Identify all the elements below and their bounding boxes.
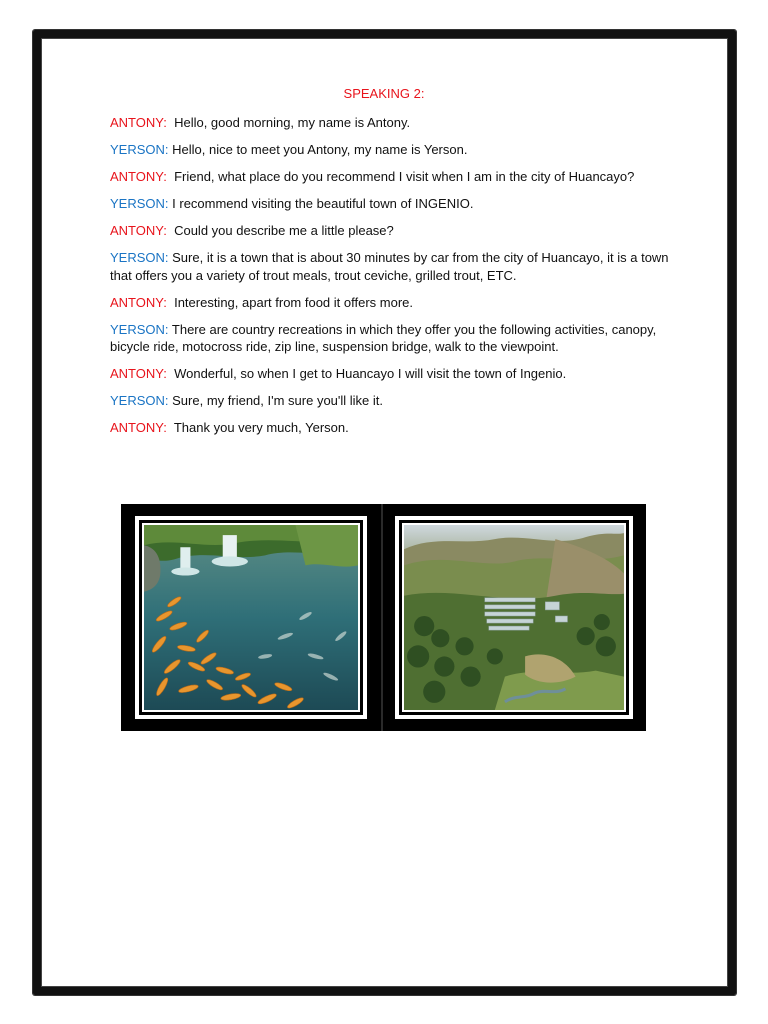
photo-gallery xyxy=(121,504,646,731)
speaker-name: ANTONY: xyxy=(110,366,167,381)
dialogue-line xyxy=(110,419,670,437)
dialogue-text: Interesting, apart from food it offers more. xyxy=(174,294,414,310)
speaker-name: ANTONY: xyxy=(110,169,167,184)
speaker-name: YERSON: xyxy=(110,250,169,265)
page-title: SPEAKING 2: xyxy=(343,86,425,101)
dialogue-text: Wonderful, so when I get to Huancayo I will visit the town of Ingenio. xyxy=(174,366,567,381)
dialogue-text: Hello, nice to meet you Antony, my name is Yerson. xyxy=(172,142,468,157)
speaker-name: ANTONY: xyxy=(110,115,167,130)
dialogue-line xyxy=(110,222,670,240)
dialogue-text: Sure, my friend, I'm sure you'll like it. xyxy=(172,393,384,408)
dialogue-line xyxy=(110,249,670,284)
speaker-name: YERSON: xyxy=(110,142,169,157)
dialogue-line xyxy=(110,321,670,356)
dialogue-text: Sure, it is a town that is about 30 minutes by car from the city of Huancayo, it is a town that offers you a variety of trout meals, trout ceviche, grilled trout, ETC. xyxy=(110,250,669,283)
dialogue-line xyxy=(110,114,670,132)
speaker-name: YERSON: xyxy=(110,321,169,337)
dialogue xyxy=(110,114,670,446)
speaker-name: ANTONY: xyxy=(110,420,167,435)
dialogue-text: Thank you very much, Yerson. xyxy=(173,420,349,435)
dialogue-text: Friend, what place do you recommend I visit when I am in the city of Huancayo? xyxy=(174,169,635,184)
dialogue-line xyxy=(110,141,670,159)
speaker-name: ANTONY: xyxy=(110,294,167,310)
dialogue-text: I recommend visiting the beautiful town of INGENIO. xyxy=(172,196,474,211)
dialogue-text: Hello, good morning, my name is Antony. xyxy=(174,115,411,130)
gallery-divider xyxy=(381,504,383,731)
ingenio-aerial-photo xyxy=(395,516,633,719)
dialogue-line xyxy=(110,392,670,410)
speaker-name: YERSON: xyxy=(110,393,169,408)
trout-pond-photo xyxy=(135,516,367,719)
speaker-name: ANTONY: xyxy=(110,223,167,238)
dialogue-line xyxy=(110,168,670,186)
dialogue-line xyxy=(110,294,670,312)
dialogue-text: Could you describe me a little please? xyxy=(174,223,394,238)
dialogue-text: There are country recreations in which they offer you the following activities, canopy, bicycle ride, motocross ride, zip line, suspension bridge, walk to the viewpoint. xyxy=(110,321,657,354)
dialogue-line xyxy=(110,195,670,213)
dialogue-line xyxy=(110,365,670,383)
speaker-name: YERSON: xyxy=(110,196,169,211)
